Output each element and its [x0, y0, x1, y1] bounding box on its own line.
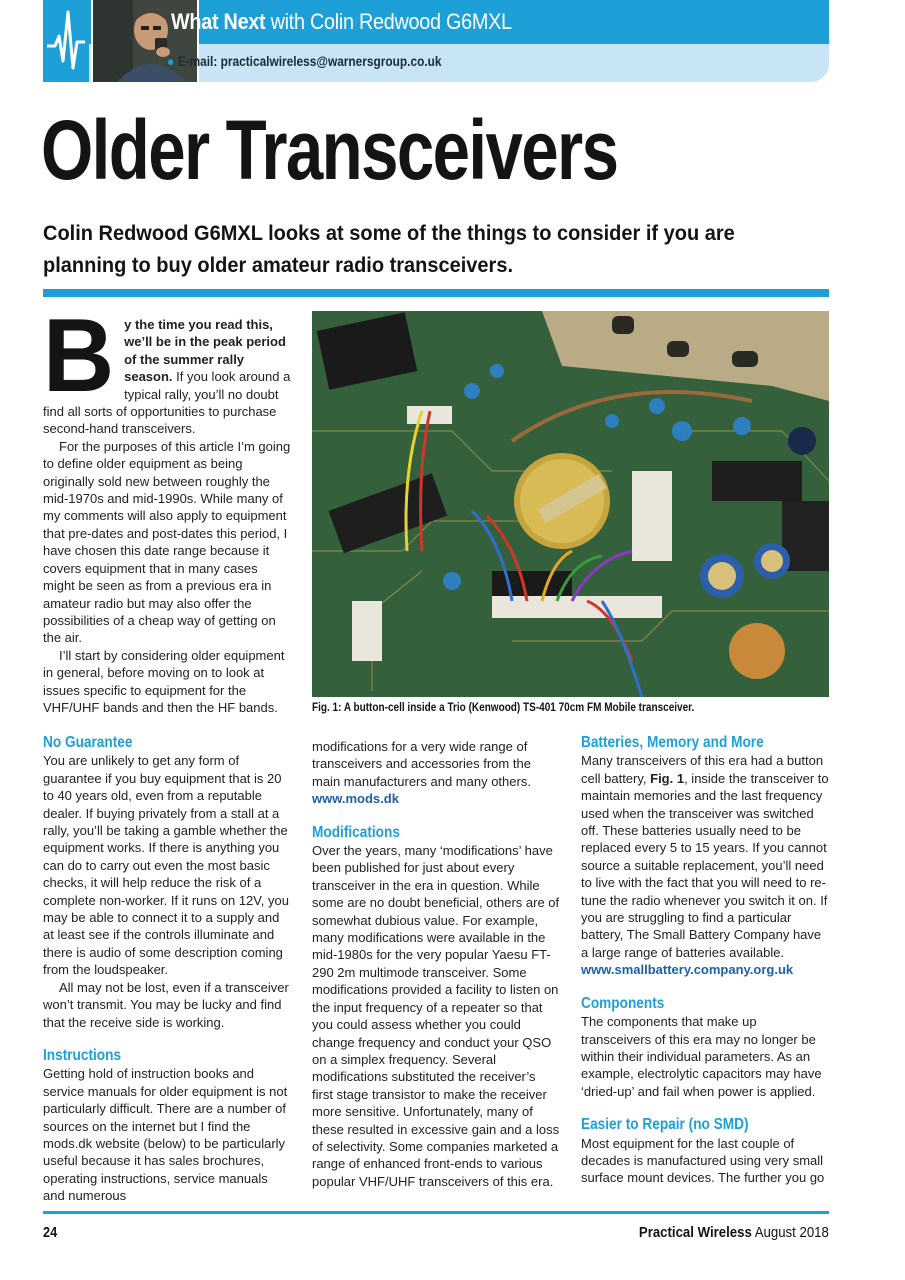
section-heading-modifications: Modifications: [312, 823, 400, 841]
column-2: [312, 738, 560, 1190]
section-heading-batteries: Batteries, Memory and More: [581, 734, 764, 751]
drop-cap: B: [42, 298, 115, 414]
column-title-bold: What Next: [171, 9, 266, 34]
column-title-rest: with Colin Redwood G6MXL: [265, 9, 512, 34]
signal-waveform-logo-icon: [43, 0, 89, 82]
body-paragraph: Over the years, many ‘modifications’ have been published for just about every transceiver in the era in question. While some are no doubt beneficial, others are of somewhat dubious value. For example, many modifications were available in the mid-1980s for the very popular Yaesu FT-290 2m multimode transceiver. Some modifications provided a facility to listen on the input frequency of a repeater so that you could assess whether you could change frequency and conduct your QSO on a simplex frequency. Several modifications substituted the receiver’s first stage transistor to make the receiver more sensitive. Unfortunately, many of these resulted in excessive gain and a loss of selectivity. Some companies marketed a range of enhanced front-ends to various popular VHF/UHF transceivers of this era.: [312, 843, 560, 1189]
magazine-name: Practical Wireless: [639, 1224, 752, 1241]
mods-dk-link[interactable]: www.mods.dk: [312, 791, 399, 807]
author-email-text[interactable]: E-mail: practicalwireless@warnersgroup.co.uk: [177, 54, 442, 69]
circuit-board-photo: [312, 311, 829, 697]
body-paragraph: I’ll start by considering older equipment in general, before moving on to look at issues specific to equipment for the VHF/UHF bands and then the HF bands.: [43, 647, 285, 715]
section-heading-components: Components: [581, 994, 665, 1012]
intro-text: If you look around a typical rally, you’ll no doubt find all sorts of opportunities to purchase second-hand transceivers.: [43, 369, 291, 437]
intro-paragraph: [42, 298, 291, 438]
section-heading-no-guarantee: No Guarantee: [43, 734, 133, 751]
author-email: [167, 54, 442, 69]
figure-caption: Fig. 1: A button-cell inside a Trio (Kenwood) TS-401 70cm FM Mobile transceiver.: [312, 702, 695, 714]
body-paragraph: The components that make up transceivers of this era may no longer be within their individual parameters. As an example, electrolytic capacitors may have ‘dried-up’ and fail when power is applied.: [581, 1014, 822, 1099]
figure-reference: Fig. 1: [650, 770, 685, 786]
issue-date: August 2018: [751, 1224, 829, 1241]
body-paragraph: Getting hold of instruction books and service manuals for older equipment is not particularly difficult. There are a number of sources on the internet but I find the mods.dk website (below) to be particularly useful because it has sales brochures, operating instructions, service manuals and numerous: [43, 1066, 288, 1204]
batteries-text-b: , inside the transceiver to maintain memories and the last frequency used when the transceiver was switched off. These batteries usually need to be replaced every 5 to 15 years. If you cannot source a suitable replacement, you’ll need to live with the fact that you will need to re-tune the radio whenever you switch it on. If you are struggling to find a particular battery, The Small Battery Company have a large range of batteries available.: [581, 770, 829, 960]
body-paragraph: modifications for a very wide range of transceivers and accessories from the main manufacturers and many others.: [312, 739, 531, 789]
headline-divider: [43, 289, 829, 297]
section-heading-instructions: Instructions: [43, 1046, 122, 1064]
article-headline: Older Transceivers: [41, 103, 618, 197]
body-paragraph: Most equipment for the last couple of decades is manufactured using very small surface mount devices. The further you go: [581, 1135, 825, 1186]
column-3: [581, 734, 829, 1187]
column-1-lower: [43, 734, 293, 1205]
body-paragraph: For the purposes of this article I’m going to define older equipment as being originally sold new between roughly the mid-1970s and mid-1990s. While many of my comments will also apply to equipment that pre-dates and post-dates this period, I have chosen this date range because it covers equipment that in many cases might be seen as from a previous era in amateur radio but may also offer the possibilities of a cheap way of getting on the air.: [43, 438, 291, 646]
intro-bold-text: y the time you read this, we’ll be in the peak period of the summer rally season.: [124, 317, 286, 385]
section-heading-easier-to-repair: Easier to Repair (no SMD): [581, 1116, 749, 1134]
bullet-dot-icon: ●: [167, 54, 175, 69]
body-paragraph: [581, 752, 829, 961]
body-paragraph: All may not be lost, even if a transceiver won’t transmit. You may be lucky and find that the receive side is working.: [43, 979, 289, 1030]
article-standfirst: Colin Redwood G6MXL looks at some of the things to consider if you are planning to buy older amateur radio transceivers.: [43, 221, 735, 277]
magazine-issue: [639, 1224, 829, 1241]
smallbattery-link[interactable]: www.smallbattery.company.org.uk: [581, 962, 794, 978]
column-header-banner: [43, 0, 829, 82]
batteries-text-a: Many transceivers of this era had a button cell battery,: [581, 753, 824, 786]
body-paragraph: You are unlikely to get any form of guarantee if you buy equipment that is 20 to 40 years old, even from a reputable dealer. If buying privately from a stall at a rally, you’ll be taking a gamble whether the equipment works. If there is anything you can do to carry out even the most basic checks, it will help reduce the risk of a complete non-worker. If it runs on 12V, you may be able to connect it to a supply and at least see if the controls illuminate and there is audio of some description coming from the loudspeaker.: [43, 753, 289, 978]
column-title: [171, 9, 512, 35]
page-number: 24: [43, 1224, 58, 1241]
intro-column: [42, 298, 291, 716]
footer-divider: [43, 1211, 829, 1214]
